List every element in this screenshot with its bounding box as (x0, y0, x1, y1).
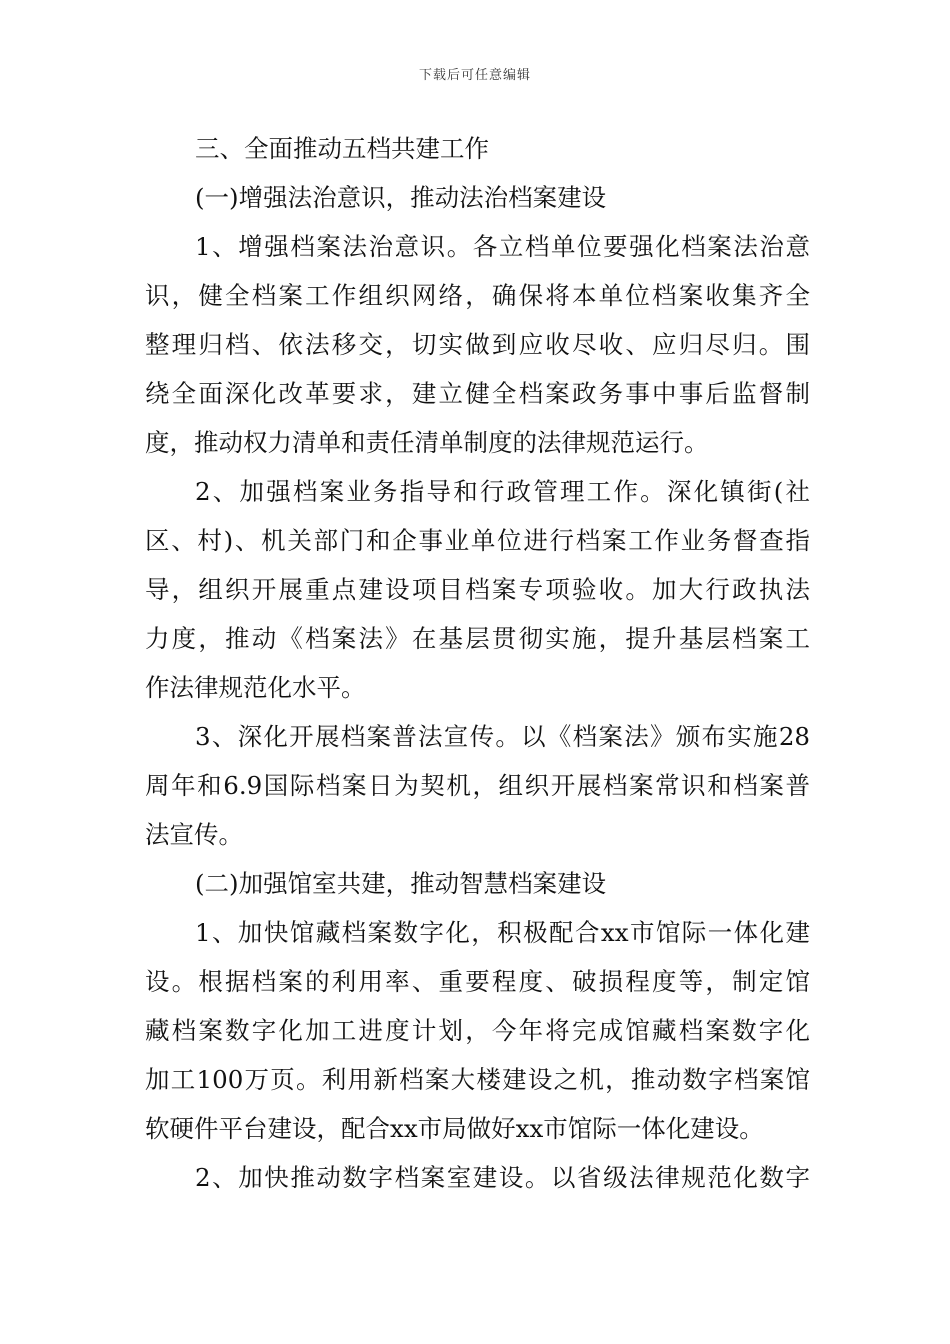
paragraph-line: 3、深化开展档案普法宣传。以《档案法》颁布实施28 (195, 722, 810, 751)
paragraph-line: 力度，推动《档案法》在基层贯彻实施，提升基层档案工 (145, 624, 810, 653)
paragraph-line: 识，健全档案工作组织网络，确保将本单位档案收集齐全 (145, 281, 810, 310)
paragraph-line: 加工100万页。利用新档案大楼建设之机，推动数字档案馆 (145, 1065, 810, 1094)
paragraph-line: 导，组织开展重点建设项目档案专项验收。加大行政执法 (145, 575, 810, 604)
paragraph-line: 1、加快馆藏档案数字化，积极配合xx市馆际一体化建 (195, 918, 810, 947)
paragraph-line: 设。根据档案的利用率、重要程度、破损程度等，制定馆 (145, 967, 810, 996)
paragraph-line: 1、增强档案法治意识。各立档单位要强化档案法治意 (195, 232, 810, 261)
document-body (145, 124, 810, 1202)
paragraph-line: 2、加快推动数字档案室建设。以省级法律规范化数字 (195, 1163, 810, 1192)
subsection-heading: (二)加强馆室共建，推动智慧档案建设 (195, 869, 607, 898)
paragraph-line: 藏档案数字化加工进度计划，今年将完成馆藏档案数字化 (145, 1016, 810, 1045)
page-header: 下载后可任意编辑 (418, 68, 531, 83)
paragraph-line: 2、加强档案业务指导和行政管理工作。深化镇街(社 (195, 477, 810, 506)
paragraph-line: 度，推动权力清单和责任清单制度的法律规范运行。 (145, 428, 709, 457)
paragraph-line: 整理归档、依法移交，切实做到应收尽收、应归尽归。围 (145, 330, 810, 359)
paragraph-line: 周年和6.9国际档案日为契机，组织开展档案常识和档案普 (145, 771, 810, 800)
paragraph-line: 法宣传。 (145, 820, 243, 849)
paragraph-line: 作法律规范化水平。 (145, 673, 366, 702)
section-heading: 三、全面推动五档共建工作 (195, 134, 489, 163)
paragraph-line: 区、村)、机关部门和企事业单位进行档案工作业务督查指 (145, 526, 810, 555)
paragraph-line: 软硬件平台建设，配合xx市局做好xx市馆际一体化建设。 (145, 1114, 764, 1143)
subsection-heading: (一)增强法治意识，推动法治档案建设 (195, 183, 607, 212)
paragraph-line: 绕全面深化改革要求，建立健全档案政务事中事后监督制 (145, 379, 810, 408)
